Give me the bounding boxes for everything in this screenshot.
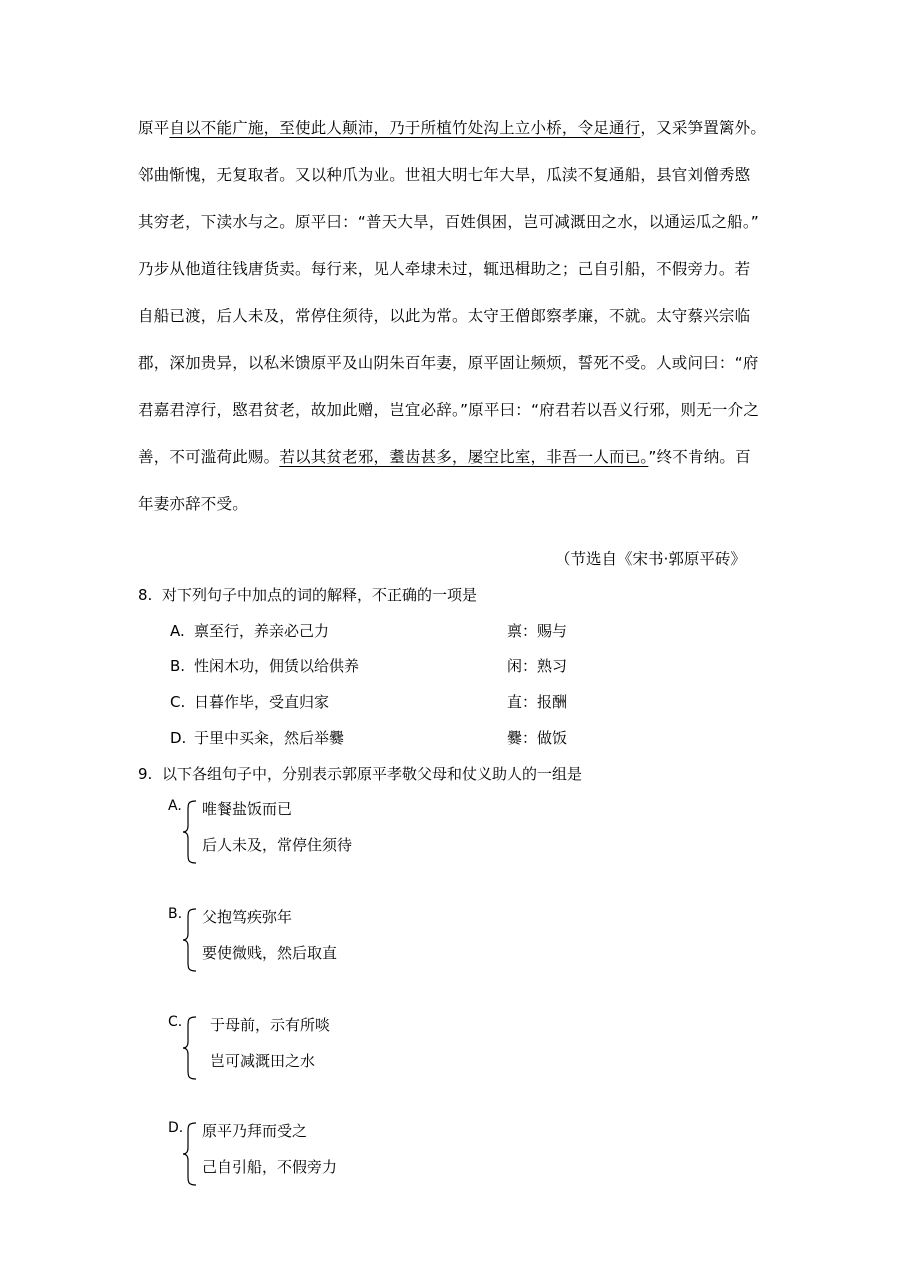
question-9-text: 以下各组句子中，分别表示郭原平孝敬父母和仗义助人的一组是 bbox=[162, 765, 583, 783]
q8-option-a[interactable] bbox=[170, 620, 329, 641]
q8-option-d-letter: D. bbox=[170, 729, 187, 747]
q9-option-c[interactable] bbox=[168, 1014, 468, 1090]
q8-option-a-letter: A. bbox=[170, 622, 185, 640]
passage-line-8 bbox=[138, 445, 751, 467]
underlined-sentence-2: 若以其贫老邪，耋齿甚多，屡空比室，非吾一人而已。 bbox=[279, 448, 649, 466]
q9-option-d-line-1: 原平乃拜而受之 bbox=[202, 1122, 308, 1140]
question-8-number: 8. bbox=[138, 586, 153, 604]
q8-option-a-gloss: 禀：赐与 bbox=[507, 622, 568, 640]
q8-option-d-text: 于里中买籴，然后举爨 bbox=[194, 729, 345, 747]
passage-line-8-post: ”终不肯纳。百 bbox=[648, 448, 751, 466]
q9-option-d-letter: D. bbox=[168, 1120, 184, 1136]
passage-line-9: 年妻亦辞不受。 bbox=[138, 495, 248, 513]
question-9-stem bbox=[138, 763, 582, 784]
passage-line-1-post: ，又采笋置篱外。 bbox=[640, 119, 767, 137]
question-8-text: 对下列句子中加点的词的解释，不正确的一项是 bbox=[162, 586, 478, 604]
passage-source: （节选自《宋书·郭原平砖》 bbox=[555, 550, 746, 568]
underlined-sentence-1: 自以不能广施，至使此人颠沛，乃于所植竹处沟上立小桥，令足通行 bbox=[169, 119, 641, 137]
q8-option-c-gloss: 直：报酬 bbox=[507, 693, 568, 711]
q9-option-a[interactable] bbox=[168, 798, 468, 874]
q8-option-d[interactable] bbox=[170, 727, 344, 748]
left-brace-icon bbox=[182, 1016, 198, 1080]
q8-option-c-letter: C. bbox=[170, 693, 186, 711]
q9-option-b[interactable] bbox=[168, 906, 468, 982]
left-brace-icon bbox=[182, 908, 198, 972]
q9-option-b-letter: B. bbox=[168, 906, 183, 922]
passage-line-3: 其穷老，下渎水与之。原平曰：“普天大旱，百姓俱困，岂可减溉田之水，以通运瓜之船。” bbox=[138, 213, 760, 231]
question-8-stem bbox=[138, 584, 477, 605]
passage-line-6: 郡，深加贵异，以私米馈原平及山阴朱百年妻，原平固让频烦，誓死不受。人或问曰：“府 bbox=[138, 354, 759, 372]
passage-line-4: 乃步从他道往钱唐货卖。每行来，见人牵埭未过，辄迅楫助之；己自引船，不假旁力。若 bbox=[138, 260, 751, 278]
q8-option-b-letter: B. bbox=[170, 657, 186, 675]
q9-option-b-line-1: 父抱笃疾弥年 bbox=[202, 908, 293, 926]
passage-line-1 bbox=[138, 116, 766, 138]
q9-option-b-line-2: 要使微贱，然后取直 bbox=[202, 944, 338, 962]
q9-option-a-letter: A. bbox=[168, 798, 182, 814]
passage-line-7: 君嘉君淳行，愍君贫老，故加此赠，岂宜必辞。”原平曰：“府君若以吾义行邪，则无一介之 bbox=[138, 401, 760, 419]
q8-option-b-gloss: 闲：熟习 bbox=[507, 657, 568, 675]
q8-option-c[interactable] bbox=[170, 691, 329, 712]
q8-option-a-text: 禀至行，养亲必己力 bbox=[194, 622, 330, 640]
q9-option-a-line-2: 后人未及，常停住须待 bbox=[202, 836, 353, 854]
q9-option-c-line-1: 于母前，示有所啖 bbox=[210, 1016, 331, 1034]
left-brace-icon bbox=[182, 800, 198, 864]
q9-option-a-line-1: 唯餐盐饭而已 bbox=[202, 800, 293, 818]
passage-line-5: 自船已渡，后人未及，常停住须待，以此为常。太守王僧郎察孝廉，不就。太守蔡兴宗临 bbox=[138, 307, 751, 325]
passage-line-8-pre: 善，不可滥荷此赐。 bbox=[138, 448, 280, 466]
q8-option-d-gloss: 爨：做饭 bbox=[507, 729, 568, 747]
q9-option-d[interactable] bbox=[168, 1120, 468, 1196]
question-9-number: 9. bbox=[138, 765, 153, 783]
q8-option-b-text: 性闲木功，佣赁以给供养 bbox=[194, 657, 360, 675]
left-brace-icon bbox=[182, 1122, 198, 1186]
passage-line-1-pre: 原平 bbox=[138, 119, 170, 137]
q8-option-c-text: 日暮作毕，受直归家 bbox=[194, 693, 330, 711]
q9-option-c-letter: C. bbox=[168, 1014, 183, 1030]
q9-option-c-line-2: 岂可减溉田之水 bbox=[210, 1052, 316, 1070]
q9-option-d-line-2: 己自引船，不假旁力 bbox=[202, 1158, 338, 1176]
passage-line-2: 邻曲惭愧，无复取者。又以种爪为业。世祖大明七年大旱，瓜渎不复通船，县官刘僧秀愍 bbox=[138, 166, 751, 184]
q8-option-b[interactable] bbox=[170, 655, 359, 676]
